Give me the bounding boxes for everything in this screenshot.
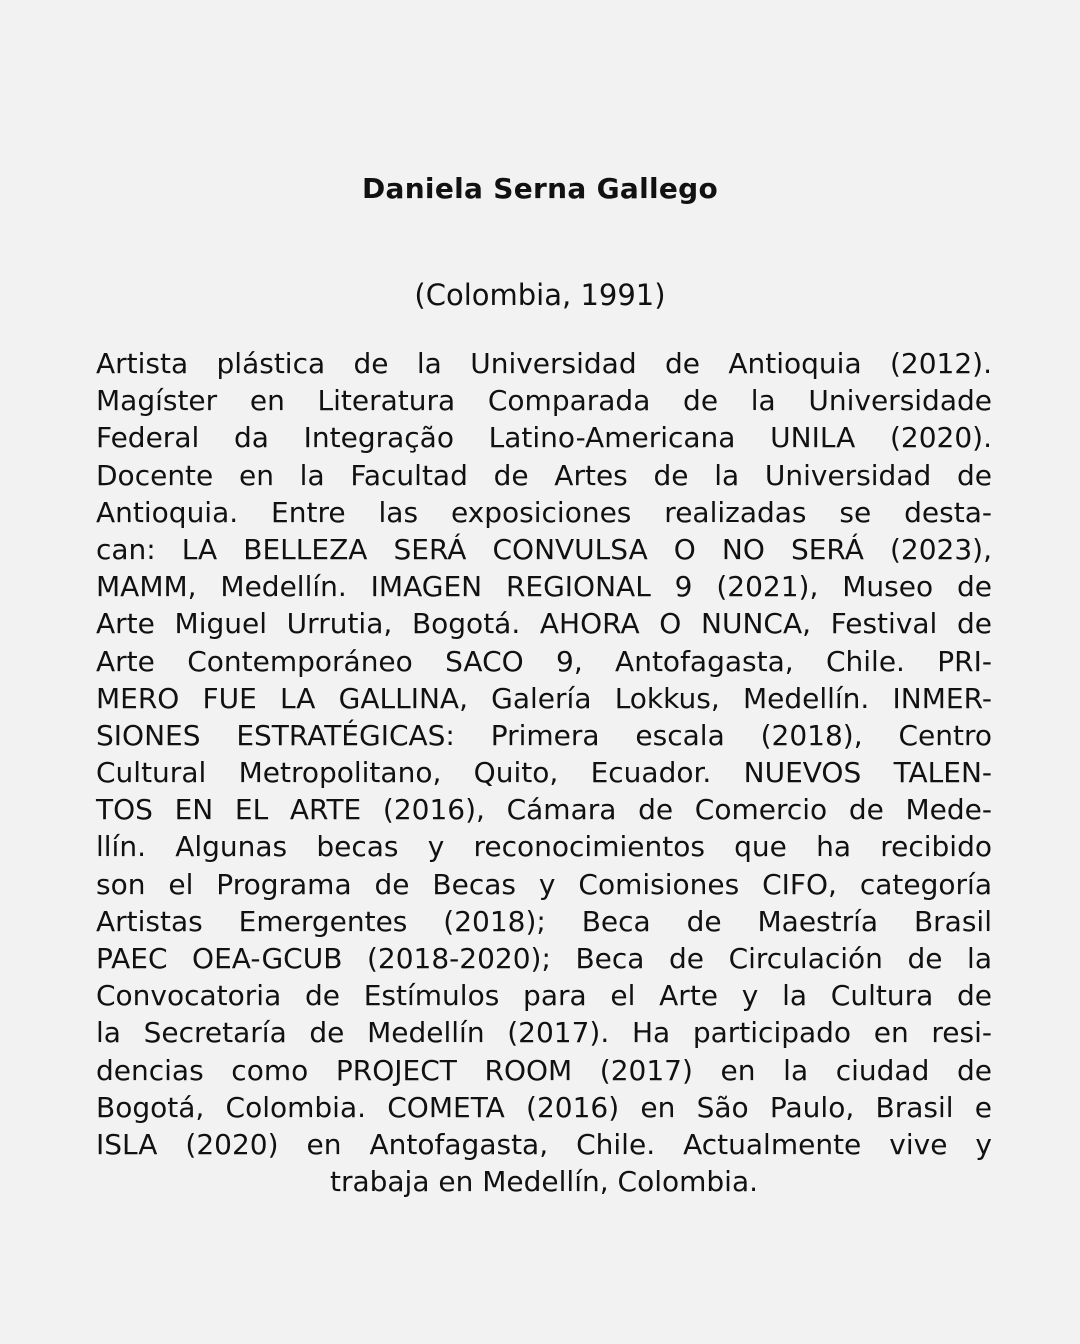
- bio-line: ISLA (2020) en Antofagasta, Chile. Actualmente vive y: [96, 1127, 992, 1161]
- bio-line: Artistas Emergentes (2018); Beca de Maestría Brasil: [96, 904, 992, 938]
- bio-line: dencias como PROJECT ROOM (2017) en la ciudad de: [96, 1053, 992, 1087]
- bio-line: llín. Algunas becas y reconocimientos que ha recibido: [96, 830, 992, 864]
- bio-line: Cultural Metropolitano, Quito, Ecuador. NUEVOS TALEN-: [96, 756, 992, 790]
- bio-line: MAMM, Medellín. IMAGEN REGIONAL 9 (2021), Museo de: [96, 570, 992, 604]
- bio-line: Artista plástica de la Universidad de Antioquia (2012).: [96, 347, 992, 380]
- bio-line: Bogotá, Colombia. COMETA (2016) en São Paulo, Brasil e: [96, 1090, 992, 1124]
- bio-line: can: LA BELLEZA SERÁ CONVULSA O NO SERÁ (2023),: [96, 532, 992, 566]
- bio-line: Convocatoria de Estímulos para el Arte y la Cultura de: [96, 979, 992, 1013]
- bio-line: Antioquia. Entre las exposiciones realizadas se desta-: [96, 495, 992, 529]
- bio-line: Federal da Integração Latino-Americana UNILA (2020).: [96, 421, 992, 455]
- bio-line: Docente en la Facultad de Artes de la Universidad de: [96, 458, 992, 492]
- artist-biography: [96, 345, 992, 1200]
- bio-line: son el Programa de Becas y Comisiones CIFO, categoría: [96, 867, 992, 901]
- bio-line: la Secretaría de Medellín (2017). Ha participado en resi-: [96, 1016, 992, 1050]
- bio-line: trabaja en Medellín, Colombia.: [329, 1165, 759, 1199]
- bio-line: SIONES ESTRATÉGICAS: Primera escala (2018), Centro: [96, 718, 992, 752]
- artist-name: Daniela Serna Gallego: [361, 172, 719, 205]
- bio-line: Magíster en Literatura Comparada de la Universidade: [96, 384, 992, 418]
- bio-line: Arte Miguel Urrutia, Bogotá. AHORA O NUNCA, Festival de: [96, 607, 992, 641]
- bio-line: MERO FUE LA GALLINA, Galería Lokkus, Medellín. INMER-: [96, 681, 992, 715]
- bio-line: TOS EN EL ARTE (2016), Cámara de Comercio de Mede-: [96, 793, 992, 827]
- bio-line: Arte Contemporáneo SACO 9, Antofagasta, Chile. PRI-: [96, 644, 992, 678]
- artist-origin: (Colombia, 1991): [414, 278, 666, 312]
- bio-line: PAEC OEA-GCUB (2018-2020); Beca de Circulación de la: [96, 942, 992, 975]
